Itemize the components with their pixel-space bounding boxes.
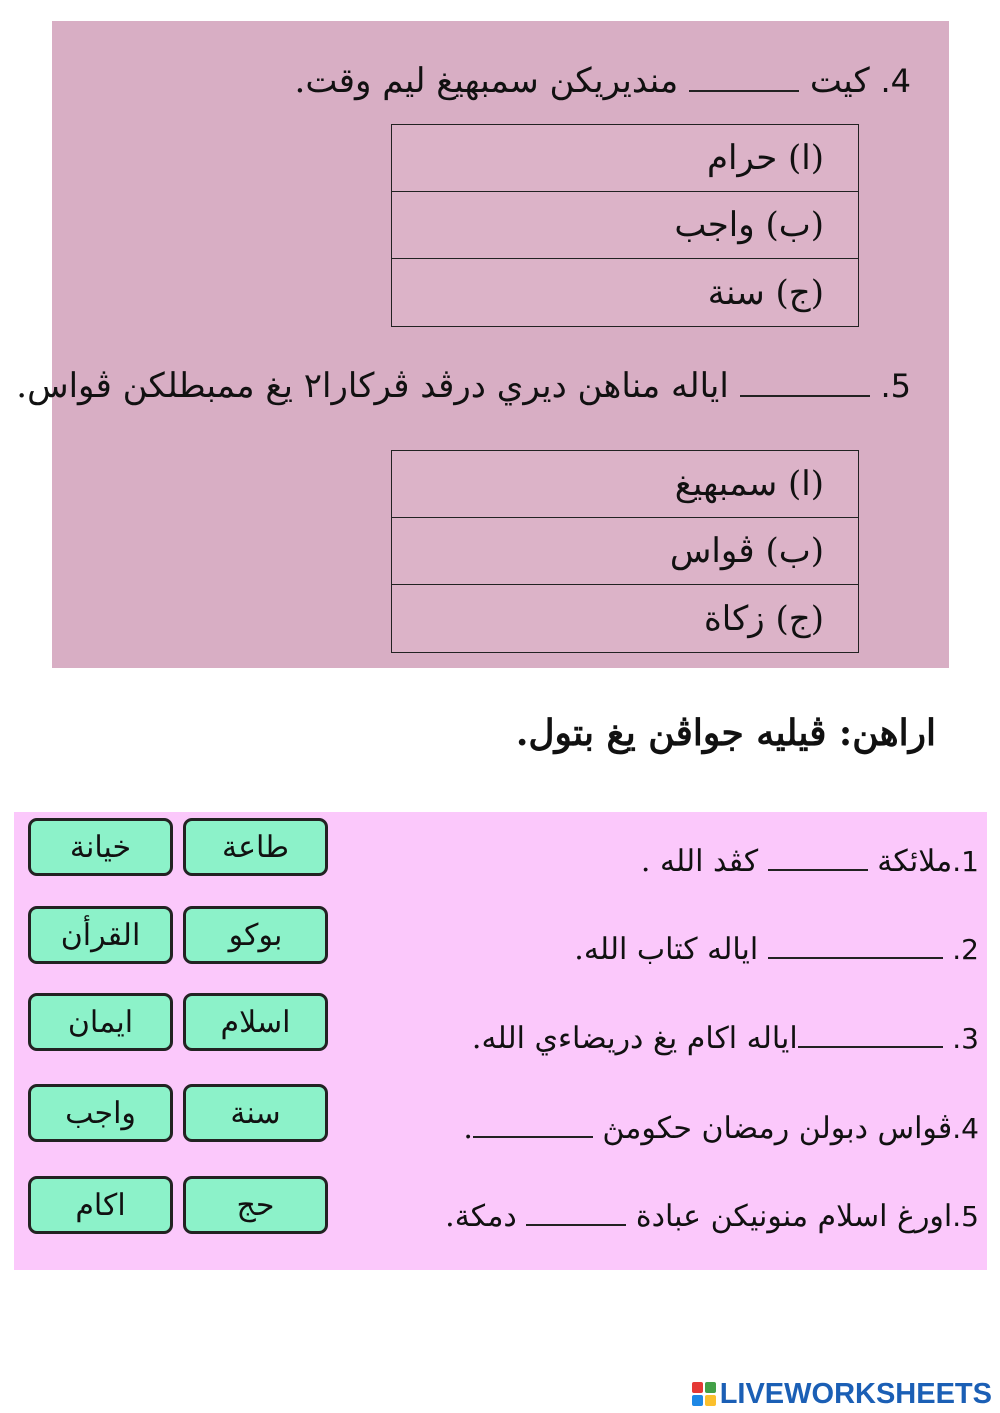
option-a[interactable]: (ا) سمبهيغ	[392, 451, 858, 518]
fill-question-3	[472, 1019, 979, 1059]
fill-question-4-prefix: ڤواس دبولن رمضان حكومڽ	[602, 1111, 953, 1146]
question-5-text: اياله مناهن ديري درڤد ڤركارا٢ يغ ممبطلكن ڤواس.	[16, 366, 729, 406]
answer-chip[interactable]: واجب	[28, 1084, 173, 1142]
fill-question-5-prefix: اورغ اسلام منونيكن عبادة	[635, 1199, 953, 1234]
fill-question-5-number: 5.	[952, 1200, 979, 1233]
fill-question-1-blank[interactable]	[768, 845, 868, 871]
question-4-number: 4.	[880, 62, 911, 100]
answer-chip[interactable]: اسلام	[183, 993, 328, 1051]
question-4-suffix: منديريكن سمبهيغ ليم وقت.	[294, 61, 679, 101]
fill-question-4-number: 4.	[952, 1112, 979, 1145]
option-a[interactable]: (ا) حرام	[392, 125, 858, 192]
question-5-options	[391, 450, 859, 653]
fill-question-5-blank[interactable]	[526, 1200, 626, 1226]
question-4-prefix: كيت	[809, 61, 870, 101]
question-5	[16, 364, 911, 408]
answer-chip[interactable]: سنة	[183, 1084, 328, 1142]
answer-chip[interactable]: بوكو	[183, 906, 328, 964]
logo-mark-icon	[692, 1382, 716, 1406]
logo-text: LIVEWORKSHEETS	[719, 1377, 992, 1410]
fill-question-2-number: 2.	[952, 933, 979, 966]
fill-question-2-blank[interactable]	[768, 933, 943, 959]
question-5-blank[interactable]	[740, 365, 870, 397]
answer-chip[interactable]: القرأن	[28, 906, 173, 964]
fill-blank-panel	[14, 812, 987, 1270]
question-4	[295, 59, 911, 103]
answer-chip[interactable]: خيانة	[28, 818, 173, 876]
option-c[interactable]: (ج) زكاة	[703, 598, 824, 639]
fill-question-1-suffix: كڤد الله .	[640, 844, 759, 879]
fill-question-2-suffix: اياله كتاب الله.	[574, 932, 759, 967]
fill-question-3-blank[interactable]	[798, 1022, 943, 1048]
answer-chip[interactable]: حج	[183, 1176, 328, 1234]
fill-question-1-prefix: ملائكة	[877, 844, 953, 879]
fill-question-3-suffix: اياله اكام يغ دريضاءي الله.	[471, 1021, 798, 1056]
instruction-heading: اراهن: ڤيليه جواڤن يغ بتول.	[515, 712, 936, 754]
fill-question-5	[445, 1197, 979, 1237]
question-5-number: 5.	[880, 367, 911, 405]
option-b[interactable]: (ب) ڤواس	[392, 518, 858, 585]
fill-question-3-number: 3.	[952, 1022, 979, 1055]
answer-chip[interactable]: ايمان	[28, 993, 173, 1051]
option-b[interactable]: (ب) واجب	[392, 192, 858, 259]
fill-question-2	[574, 930, 979, 970]
question-panel-top	[16, 21, 949, 668]
fill-question-1-number: 1.	[952, 845, 979, 878]
question-4-options	[391, 124, 859, 327]
answer-chip[interactable]: اكام	[28, 1176, 173, 1234]
option-c[interactable]: (ج) سنة	[707, 272, 824, 313]
fill-question-4-suffix: .	[463, 1111, 473, 1146]
fill-question-4-blank[interactable]	[473, 1112, 593, 1138]
liveworksheets-logo	[692, 1379, 992, 1409]
fill-question-1	[641, 842, 979, 882]
fill-question-5-suffix: دمكة.	[445, 1199, 517, 1234]
fill-question-4	[463, 1109, 979, 1149]
answer-chip[interactable]: طاعة	[183, 818, 328, 876]
question-4-blank[interactable]	[689, 60, 799, 92]
